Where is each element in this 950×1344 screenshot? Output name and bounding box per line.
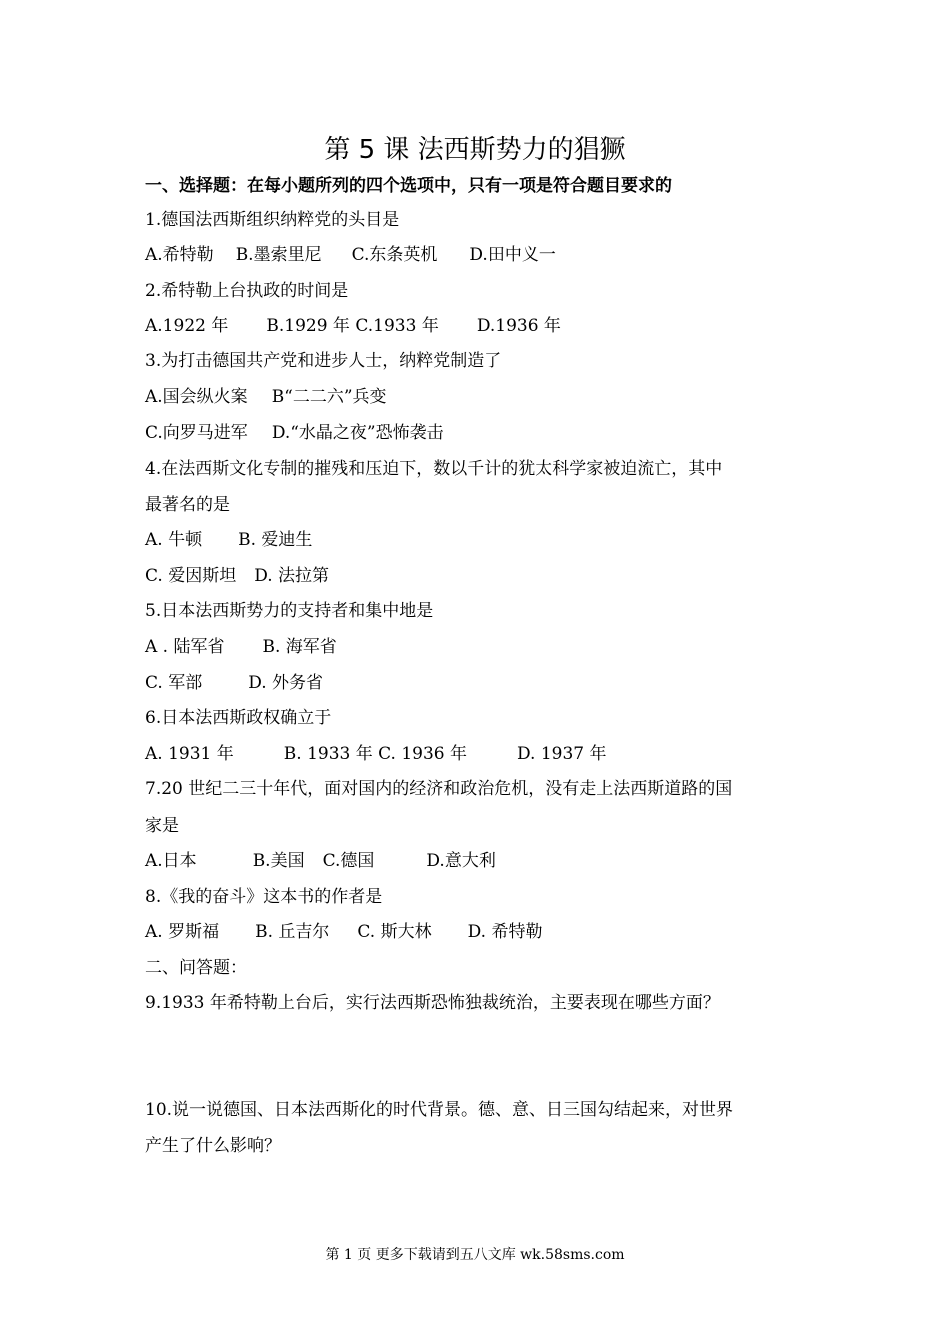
question-10-line2: 产生了什么影响？: [145, 1136, 281, 1156]
option: C. 爱因斯坦: [145, 566, 237, 586]
option: D.“水晶之夜”恐怖袭击: [271, 423, 444, 443]
option: B. 丘吉尔: [255, 922, 330, 942]
question-7-stem-line1: 7.20 世纪二三十年代，面对国内的经济和政治危机，没有走上法西斯道路的国: [145, 779, 733, 799]
question-7-options: [145, 847, 524, 875]
option: C.1933 年: [355, 316, 439, 336]
question-9: 9.1933 年希特勒上台后，实行法西斯恐怖独裁统治，主要表现在哪些方面？: [145, 993, 720, 1013]
option: C.德国: [322, 851, 375, 871]
question-3-options-row1: [145, 383, 415, 411]
question-4-stem-line1: 4.在法西斯文化专制的摧残和压迫下，数以千计的犹太科学家被迫流亡，其中: [145, 459, 723, 479]
option: D. 1937 年: [517, 744, 607, 764]
question-2-stem: 2.希特勒上台执政的时间是: [145, 281, 349, 301]
option: D.1936 年: [476, 316, 561, 336]
question-5-options-row1: [145, 633, 365, 661]
question-7-stem-line2: 家是: [145, 816, 179, 836]
option: A. 罗斯福: [145, 922, 220, 942]
option: C.东条英机: [351, 245, 438, 265]
question-1-options: [145, 241, 584, 269]
section-heading-choice: 一、选择题：在每小题所列的四个选项中，只有一项是符合题目要求的: [145, 176, 672, 196]
question-8-stem: 8.《我的奋斗》这本书的作者是: [145, 887, 383, 907]
option: B.墨索里尼: [235, 245, 322, 265]
option: A.日本: [145, 851, 197, 871]
option: A. 1931 年: [145, 744, 234, 764]
option: B. 爱迪生: [238, 530, 313, 550]
option: B.1929 年: [266, 316, 350, 336]
option: C. 军部: [145, 673, 203, 693]
option: C. 斯大林: [357, 922, 432, 942]
option: D.田中义一: [469, 245, 556, 265]
page-footer: 第 1 页 更多下载请到五八文库 wk.58sms.com: [325, 1247, 625, 1263]
option: D. 法拉第: [254, 566, 330, 586]
question-6-stem: 6.日本法西斯政权确立于: [145, 708, 332, 728]
question-8-options: [145, 918, 570, 946]
question-10-line1: 10.说一说德国、日本法西斯化的时代背景。德、意、日三国勾结起来，对世界: [145, 1100, 734, 1120]
question-5-options-row2: [145, 669, 351, 697]
question-5-stem: 5.日本法西斯势力的支持者和集中地是: [145, 601, 434, 621]
question-1-stem: 1.德国法西斯组织纳粹党的头目是: [145, 210, 400, 230]
question-3-options-row2: [145, 419, 472, 447]
option: B.美国: [252, 851, 305, 871]
option: A.希特勒: [145, 245, 214, 265]
question-6-options: [145, 740, 635, 768]
option: C. 1936 年: [378, 744, 468, 764]
option: A. 牛顿: [145, 530, 203, 550]
page-title: 第 5 课 法西斯势力的猖獗: [324, 135, 626, 165]
question-3-stem: 3.为打击德国共产党和进步人士，纳粹党制造了: [145, 351, 502, 371]
option: A.国会纵火案: [145, 387, 248, 407]
option: B. 1933 年: [283, 744, 373, 764]
option: D. 外务省: [248, 673, 324, 693]
option: A.1922 年: [145, 316, 229, 336]
question-4-options-row2: [145, 562, 357, 590]
option: A . 陆军省: [145, 637, 225, 657]
option: B. 海军省: [262, 637, 337, 657]
option: D. 希特勒: [467, 922, 543, 942]
question-4-options-row1: [145, 526, 340, 554]
option: C.向罗马进军: [145, 423, 248, 443]
option: D.意大利: [426, 851, 496, 871]
question-2-options: [145, 312, 589, 340]
question-4-stem-line2: 最著名的是: [145, 495, 230, 515]
option: B“二二六”兵变: [271, 387, 387, 407]
section-heading-qa: 二、问答题：: [145, 958, 247, 978]
